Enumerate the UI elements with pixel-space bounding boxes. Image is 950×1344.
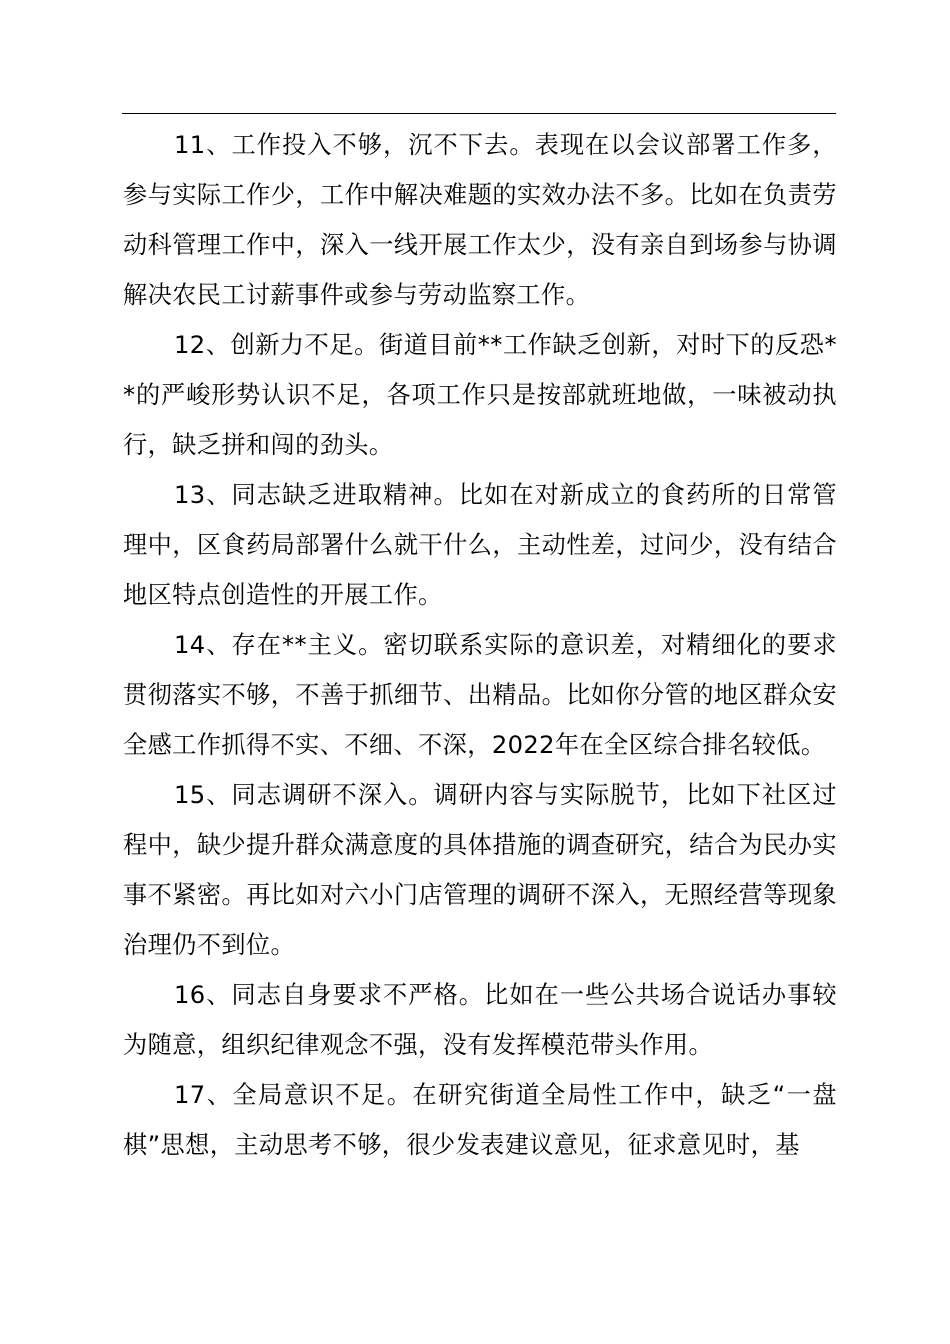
- paragraph-item-14: 14、存在**主义。密切联系实际的意识差，对精细化的要求贯彻落实不够，不善于抓细节、出精品。比如你分管的地区群众安全感工作抓得不实、不细、不深，2022年在全区综合排名较低。: [123, 631, 837, 759]
- paragraph-item-15: 15、同志调研不深入。调研内容与实际脱节，比如下社区过程中，缺少提升群众满意度的具体措施的调查研究，结合为民办实事不紧密。再比如对六小门店管理的调研不深入，无照经营等现象治理仍不到位。: [123, 781, 837, 959]
- paragraph-item-16: 16、同志自身要求不严格。比如在一些公共场合说话办事较为随意，组织纪律观念不强，没有发挥模范带头作用。: [123, 981, 837, 1059]
- paragraph-item-12: 12、创新力不足。街道目前**工作缺乏创新，对时下的反恐**的严峻形势认识不足，各项工作只是按部就班地做，一味被动执行，缺乏拼和闯的劲头。: [123, 331, 837, 459]
- document-body: [123, 120, 837, 1170]
- paragraph-item-11: 11、工作投入不够，沉不下去。表现在以会议部署工作多，参与实际工作少，工作中解决难题的实效办法不多。比如在负责劳动科管理工作中，深入一线开展工作太少，没有亲自到场参与协调解决农民工讨薪事件或参与劳动监察工作。: [123, 131, 837, 309]
- header-rule: [122, 113, 836, 114]
- paragraph-item-17: 17、全局意识不足。在研究街道全局性工作中，缺乏“一盘棋”思想，主动思考不够，很少发表建议意见，征求意见时，基: [123, 1081, 837, 1159]
- paragraph-item-13: 13、同志缺乏进取精神。比如在对新成立的食药所的日常管理中，区食药局部署什么就干什么，主动性差，过问少，没有结合地区特点创造性的开展工作。: [123, 481, 837, 609]
